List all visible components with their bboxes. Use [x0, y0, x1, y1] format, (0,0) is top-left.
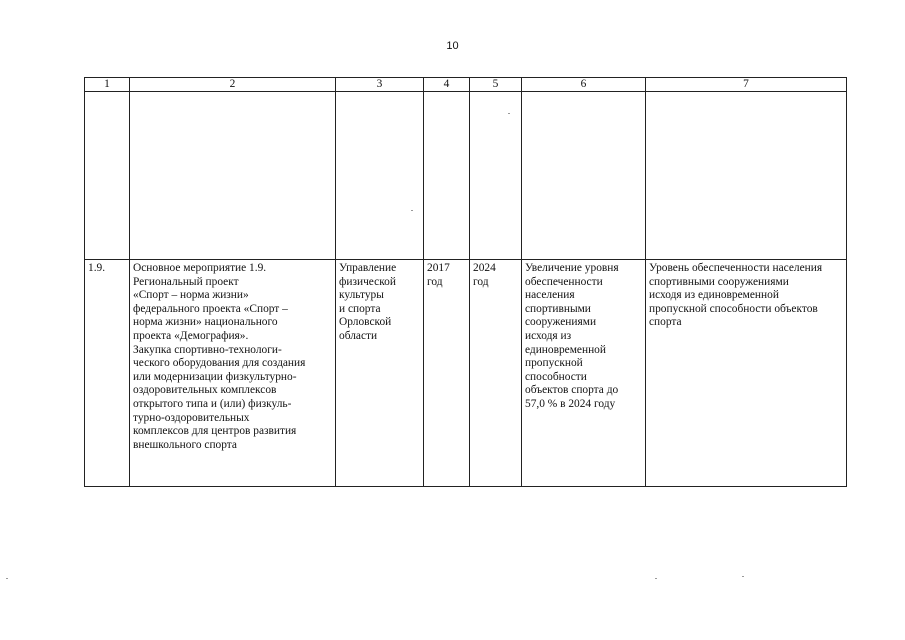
- event-line: открытого типа и (или) физкуль-: [133, 397, 292, 410]
- program-table: [84, 77, 847, 487]
- executor-line: и спорта: [339, 302, 381, 315]
- result-line: исходя из: [525, 329, 572, 342]
- end-year-unit: год: [473, 275, 489, 288]
- event-line: Закупка спортивно-технологи-: [133, 343, 282, 356]
- result-line: пропускной: [525, 357, 583, 370]
- indicator-cell: [646, 260, 847, 487]
- end-year-cell: [470, 260, 522, 487]
- event-line: или модернизации физкультурно-: [133, 370, 297, 383]
- event-line: комплексов для центров развития: [133, 425, 297, 438]
- event-line: проекта «Демография».: [133, 329, 249, 342]
- start-year-cell: [424, 260, 470, 487]
- end-year: 2024: [473, 262, 496, 274]
- page-number: 10: [446, 40, 459, 52]
- event-line: Основное мероприятие 1.9.: [133, 262, 267, 274]
- result-line: обеспеченности: [525, 275, 603, 288]
- continued-row: [85, 92, 847, 260]
- header-col-7: 7: [646, 78, 847, 92]
- header-col-1: 1: [85, 78, 130, 92]
- indicator-line: спорта: [649, 316, 682, 329]
- result-line: 57,0 % в 2024 году: [525, 397, 616, 410]
- header-col-5: 5: [470, 78, 522, 92]
- executor-line: физической: [339, 275, 396, 288]
- result-line: сооружениями: [525, 316, 597, 329]
- scan-speck: [411, 210, 413, 211]
- executor-line: культуры: [339, 289, 384, 302]
- event-line: «Спорт – норма жизни»: [133, 289, 249, 302]
- result-line: объектов спорта до: [525, 384, 619, 397]
- result-line: способности: [525, 370, 587, 383]
- result-line: единовременной: [525, 343, 606, 356]
- table-row: [85, 260, 847, 487]
- empty-cell: [424, 92, 470, 260]
- scan-speck: [655, 578, 657, 579]
- row-number-cell: [85, 260, 130, 487]
- result-line: спортивными: [525, 302, 591, 315]
- event-cell: [130, 260, 336, 487]
- scan-speck: [742, 576, 744, 577]
- executor-line: Управление: [339, 262, 397, 274]
- indicator-line: спортивными сооружениями: [649, 275, 789, 288]
- indicator-line: пропускной способности объектов: [649, 302, 818, 315]
- header-col-4: 4: [424, 78, 470, 92]
- header-col-3: 3: [336, 78, 424, 92]
- empty-cell: [85, 92, 130, 260]
- result-line: Увеличение уровня: [525, 262, 619, 274]
- start-year: 2017: [427, 262, 450, 274]
- scan-speck: [6, 578, 8, 579]
- event-line: оздоровительных комплексов: [133, 384, 277, 397]
- executor-line: области: [339, 329, 378, 342]
- executor-line: Орловской: [339, 316, 392, 329]
- event-line: внешкольного спорта: [133, 438, 237, 451]
- header-row: [85, 78, 847, 92]
- executor-cell: [336, 260, 424, 487]
- scan-speck: [508, 113, 510, 114]
- row-number: 1.9.: [88, 262, 106, 274]
- indicator-line: Уровень обеспеченности населения: [649, 262, 823, 274]
- header-col-2: 2: [130, 78, 336, 92]
- indicator-line: исходя из единовременной: [649, 289, 779, 302]
- empty-cell: [470, 92, 522, 260]
- empty-cell: [130, 92, 336, 260]
- event-line: Региональный проект: [133, 275, 239, 288]
- empty-cell: [336, 92, 424, 260]
- result-cell: [522, 260, 646, 487]
- header-col-6: 6: [522, 78, 646, 92]
- empty-cell: [522, 92, 646, 260]
- event-line: турно-оздоровительных: [133, 411, 250, 424]
- start-year-unit: год: [427, 275, 443, 288]
- event-line: федерального проекта «Спорт –: [133, 302, 288, 315]
- result-line: населения: [525, 289, 575, 302]
- empty-cell: [646, 92, 847, 260]
- event-line: норма жизни» национального: [133, 316, 278, 329]
- event-line: ческого оборудования для создания: [133, 357, 306, 370]
